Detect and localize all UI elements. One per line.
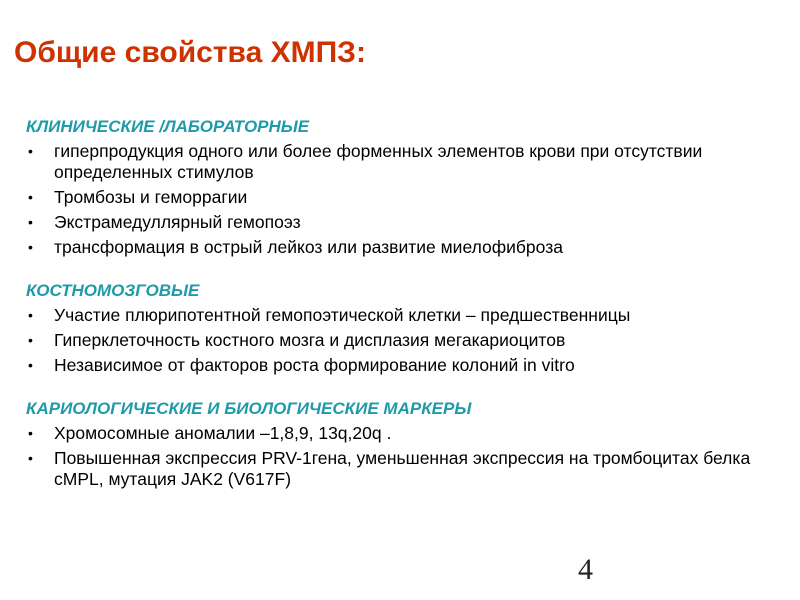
bullet-list xyxy=(26,141,786,258)
bullet-icon: • xyxy=(28,307,33,323)
bullet-icon: • xyxy=(28,332,33,348)
bullet-icon: • xyxy=(28,214,33,230)
bullet-icon: • xyxy=(28,425,33,441)
list-item xyxy=(26,305,786,326)
list-item xyxy=(26,423,786,444)
section-heading: КАРИОЛОГИЧЕСКИЕ И БИОЛОГИЧЕСКИЕ МАРКЕРЫ xyxy=(26,399,472,418)
bullet-list xyxy=(26,423,786,490)
section-clinical xyxy=(26,116,786,258)
list-item-text: Участие плюрипотентной гемопоэтической клетки – предшественницы xyxy=(54,305,631,325)
section-markers xyxy=(26,398,786,490)
slide-title: Общие свойства ХМПЗ: xyxy=(14,36,366,69)
list-item xyxy=(26,330,786,351)
list-item xyxy=(26,237,786,258)
bullet-icon: • xyxy=(28,357,33,373)
list-item xyxy=(26,355,786,376)
list-item-text: гиперпродукция одного или более форменных элементов крови при отсутствии определенных стимулов xyxy=(54,141,703,182)
bullet-icon: • xyxy=(28,450,33,466)
bullet-icon: • xyxy=(28,143,33,159)
page-number: 4 xyxy=(578,553,593,586)
section-bone-marrow xyxy=(26,280,786,376)
list-item xyxy=(26,141,786,183)
list-item-text: Экстрамедуллярный гемопоэз xyxy=(54,212,301,232)
bullet-list xyxy=(26,305,786,376)
slide-content xyxy=(26,116,786,512)
bullet-icon: • xyxy=(28,189,33,205)
list-item xyxy=(26,448,786,490)
bullet-icon: • xyxy=(28,239,33,255)
list-item xyxy=(26,212,786,233)
list-item-text: Хромосомные аномалии –1,8,9, 13q,20q . xyxy=(54,423,392,443)
list-item xyxy=(26,187,786,208)
section-heading: КЛИНИЧЕСКИЕ /ЛАБОРАТОРНЫЕ xyxy=(26,117,310,136)
list-item-text: Повышенная экспрессия PRV-1гена, уменьшенная экспрессия на тромбоцитах белка cMPL, мутация JAK2 (V617F) xyxy=(54,448,751,489)
list-item-text: трансформация в острый лейкоз или развитие миелофиброза xyxy=(54,237,563,257)
list-item-text: Тромбозы и геморрагии xyxy=(54,187,248,207)
list-item-text: Независимое от факторов роста формирование колоний in vitro xyxy=(54,355,575,375)
section-heading: КОСТНОМОЗГОВЫЕ xyxy=(26,281,200,300)
list-item-text: Гиперклеточность костного мозга и дисплазия мегакариоцитов xyxy=(54,330,566,350)
